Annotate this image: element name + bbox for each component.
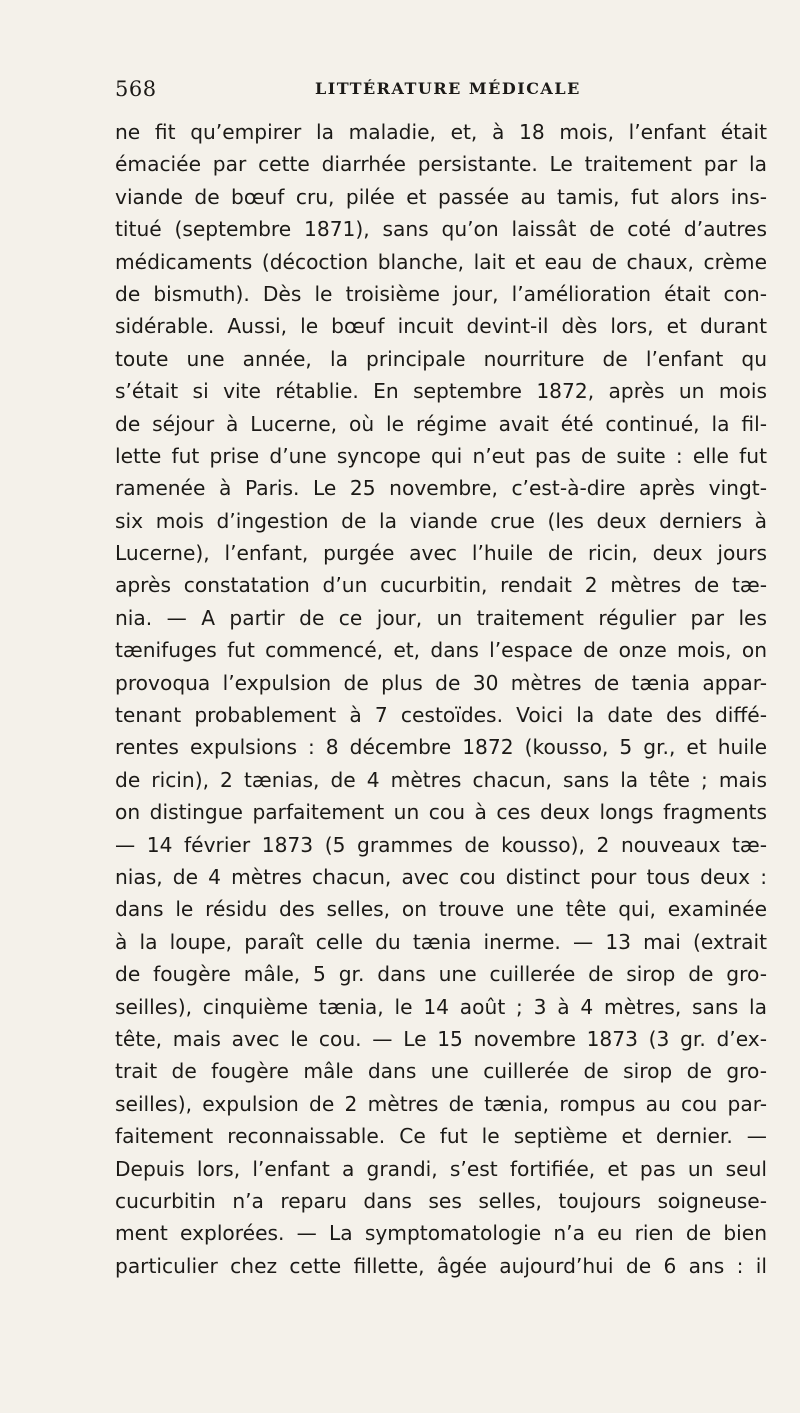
text-line: ne fit qu’empirer la maladie, et, à 18 mois, l’enfant était	[115, 120, 767, 144]
text-line: viande de bœuf cru, pilée et passée au tamis, fut alors ins-	[115, 184, 767, 209]
text-line: rentes expulsions : 8 décembre 1872 (kousso, 5 gr., et huile	[115, 735, 767, 760]
text-line: à la loupe, paraît celle du tænia inerme. — 13 mai (extrait	[115, 929, 767, 954]
text-line: lette fut prise d’une syncope qui n’eut pas de suite : elle fut	[115, 443, 767, 468]
text-line: faitement reconnaissable. Ce fut le septième et dernier. —	[115, 1124, 767, 1149]
text-line: seilles), expulsion de 2 mètres de tænia, rompus au cou par-	[115, 1091, 767, 1116]
text-line: nia. — A partir de ce jour, un traitement régulier par les	[115, 605, 767, 630]
text-line: on distingue parfaitement un cou à ces deux longs fragments	[115, 800, 767, 825]
text-line: ramenée à Paris. Le 25 novembre, c’est-à-dire après vingt-	[115, 476, 767, 501]
text-line: s’était si vite rétablie. En septembre 1872, après un mois	[115, 379, 767, 404]
text-line: tête, mais avec le cou. — Le 15 novembre 1873 (3 gr. d’ex-	[115, 1026, 767, 1051]
text-line: tænifuges fut commencé, et, dans l’espace de onze mois, on	[115, 638, 767, 663]
text-line: seilles), cinquième tænia, le 14 août ; 3 à 4 mètres, sans la	[115, 994, 767, 1019]
text-line: Lucerne), l’enfant, purgée avec l’huile de ricin, deux jours	[115, 541, 767, 566]
text-line: tenant probablement à 7 cestoïdes. Voici la date des diffé-	[115, 703, 767, 728]
text-line: — 14 février 1873 (5 grammes de kousso), 2 nouveaux tæ-	[115, 832, 767, 857]
text-line: nias, de 4 mètres chacun, avec cou distinct pour tous deux :	[115, 864, 767, 889]
text-line: sidérable. Aussi, le bœuf incuit devint-il dès lors, et durant	[115, 314, 767, 339]
text-line: de ricin), 2 tænias, de 4 mètres chacun, sans la tête ; mais	[115, 767, 767, 792]
text-line: dans le résidu des selles, on trouve une tête qui, examinée	[115, 897, 767, 922]
text-line: trait de fougère mâle dans une cuillerée de sirop de gro-	[115, 1059, 767, 1084]
text-line: titué (septembre 1871), sans qu’on laissât de coté d’autres	[115, 217, 767, 242]
text-line: de fougère mâle, 5 gr. dans une cuillerée de sirop de gro-	[115, 962, 767, 987]
text-line: cucurbitin n’a reparu dans ses selles, toujours soigneuse-	[115, 1188, 767, 1213]
text-line: de séjour à Lucerne, où le régime avait été continué, la fil-	[115, 411, 767, 436]
text-line: particulier chez cette fillette, âgée aujourd’hui de 6 ans : il	[115, 1253, 767, 1278]
text-line: ment explorées. — La symptomatologie n’a eu rien de bien	[115, 1221, 767, 1246]
text-line: provoqua l’expulsion de plus de 30 mètres de tænia appar-	[115, 670, 767, 695]
text-line: émaciée par cette diarrhée persistante. Le traitement par la	[115, 152, 767, 177]
text-line: six mois d’ingestion de la viande crue (les deux derniers à	[115, 508, 767, 533]
page-header	[115, 74, 665, 104]
text-line: de bismuth). Dès le troisième jour, l’amélioration était con-	[115, 281, 767, 306]
text-line: Depuis lors, l’enfant a grandi, s’est fortifiée, et pas un seul	[115, 1156, 767, 1181]
page-number: 568	[115, 77, 157, 101]
running-head: LITTÉRATURE MÉDICALE	[315, 79, 581, 98]
text-line: toute une année, la principale nourriture de l’enfant qu	[115, 346, 767, 371]
body-text	[115, 116, 767, 1282]
text-line: médicaments (décoction blanche, lait et eau de chaux, crème	[115, 249, 767, 274]
text-line: après constatation d’un cucurbitin, rendait 2 mètres de tæ-	[115, 573, 767, 598]
